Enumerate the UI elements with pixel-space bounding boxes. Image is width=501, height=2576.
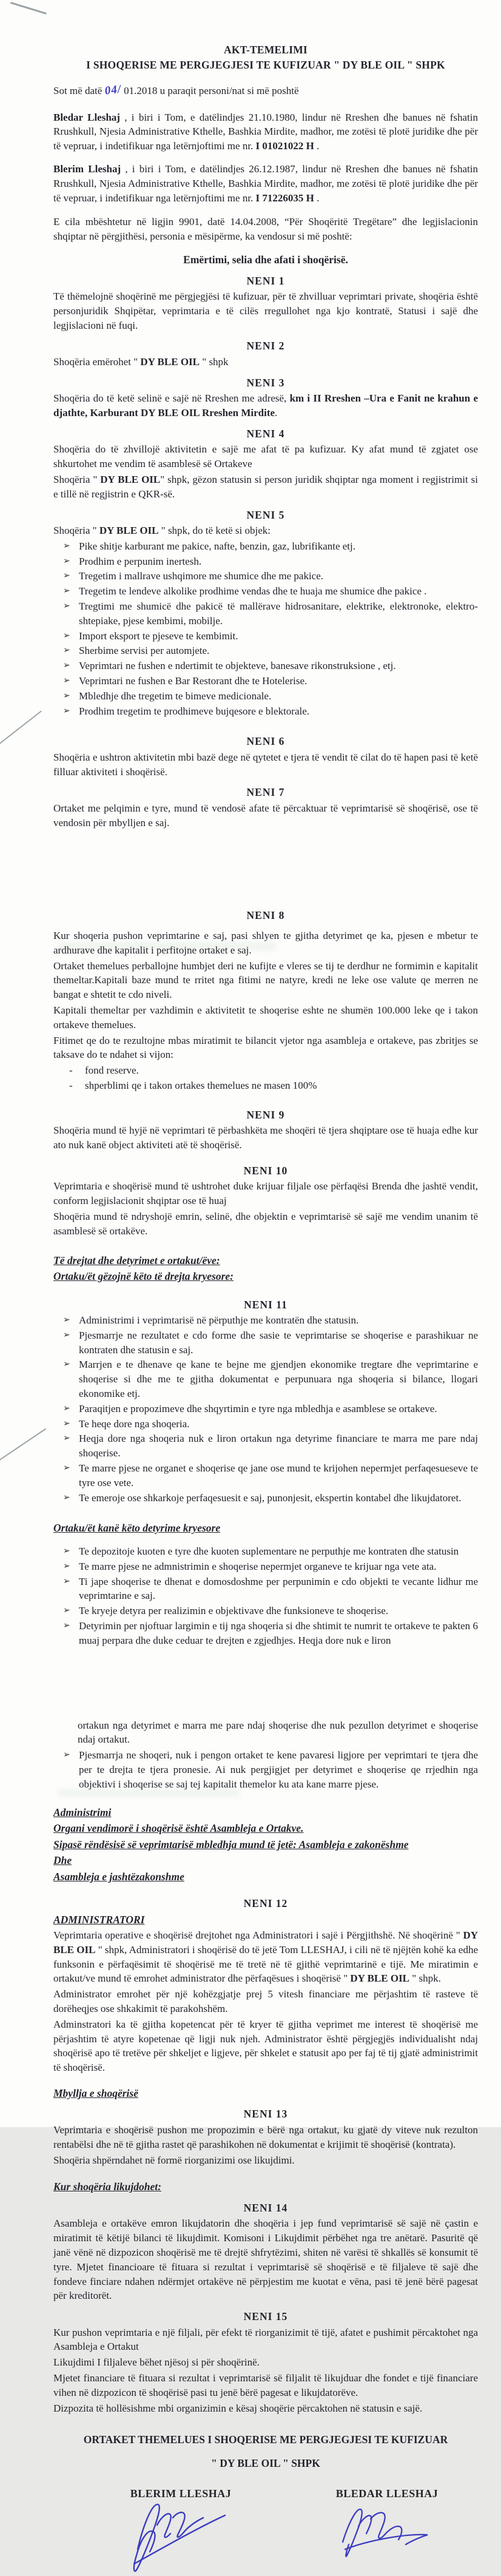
list-item-text xyxy=(79,1605,388,1616)
list-item-text xyxy=(79,1403,437,1414)
article-heading: NENI 14 xyxy=(243,2201,288,2214)
list-item-text xyxy=(79,1561,436,1572)
text-run: Shoqëria do të ketë selinë e sajë në Rreshen me adresë, xyxy=(53,392,290,405)
text-run: . xyxy=(314,192,320,204)
document-title-line2: I SHOQERISE ME PERGJEGJESI TE KUFIZUAR " DY BLE OIL " SHPK xyxy=(86,58,445,71)
list-item-text xyxy=(79,645,209,656)
text-run: Te kryeje detyra per realizimin e objektivave dhe funksioneve te shoqerise. xyxy=(79,1605,389,1617)
arrow-bullet-list xyxy=(53,1313,478,1505)
paragraph xyxy=(53,1179,478,1208)
article-heading: NENI 6 xyxy=(246,735,285,748)
signature-row xyxy=(108,2486,460,2575)
text-run: Ti jape shoqerise te dhenat e domosdoshme per perpunimin e cdo objekti te vecante lidhur me veprimtarine e saj. xyxy=(79,1575,478,1602)
list-item-text xyxy=(79,660,396,671)
list-item xyxy=(69,1078,478,1093)
text-run: Tregtimi me shumicë dhe pakicë të mallërave hidrosanitare, elektrike, elektronoke, elektro- shtepiake, pjese kembimi, mobilje. xyxy=(79,600,478,627)
list-item-text xyxy=(79,630,238,642)
text-run: Asambleja e ortakëve emron likujdatorin dhe shoqëria i jep fund veprimtarisë së sajë në çastin e miratimit të këtijë bilanci të likujdimit. Komisoni i Likujdimit përbëhet nga tre anëtarë. Pasuritë që janë vënë në dizpozicon shoqërisë me të drejtë shfrytëzimi, shiten në varësi të shkallës së konsumit të tyre. Mjetet financioare të fituara si rezultat i veprimtarisë së shoqërisë e të filjaleve të sajë dhe fondeve finciare ndahen ndërmjet ortakëve në përpjestim me kuotat e vëna, pasi të jenë bërë pagesat për kreditorët. xyxy=(53,2218,478,2302)
text-run: , i biri i Tom, e datëlindjes 21.10.1980, lindur në Rreshen dhe banues në fshatin Rrushkull, Njesia Administrative Kthelle, Bashkia Mirdite, madhor, me zotësi të plotë juridike dhe për të vepruar, i indetifikuar nga letërnjoftimi me nr. xyxy=(53,111,478,152)
text-run: Te heqe dore nga shoqeria. xyxy=(79,1417,190,1430)
underlined-heading: Asambleja e jashtëzakonshme xyxy=(53,1870,184,1883)
text-run: Shoqëria " xyxy=(53,525,99,536)
text-run: Mjetet financiare të fituara si rezultat i veprimtarisë së filjalit të likujduar dhe fondet e tijë financiare vihen në dizpozicon të shoqërisë pasi tu jenë bërë pagesat e likujdatorëve. xyxy=(53,2372,478,2398)
list-item-text xyxy=(79,705,309,717)
signature-block-left xyxy=(108,2486,254,2575)
arrow-bullet-icon: ➢ xyxy=(63,676,70,685)
text-run: Heqja dore nga shoqeria nuk e liron ortakun nga detyrime financiare te marra me pare ndaj shoqerise. xyxy=(79,1433,478,1459)
underlined-heading: Dhe xyxy=(53,1854,72,1867)
signature-block-right xyxy=(314,2486,460,2575)
text-run: I 71226035 H xyxy=(255,192,314,204)
text-run: " shpk, Administratori i shoqërisë do të jetë Tom LLESHAJ, i cili në të njëjtën kohë ka edhe funksonin e përfaqësimit të shoqërisë me të tretë në të gjithë veprimtarinë e tijë. Me miratimin e ortakut/ve mund të emrohet administrator dhe përfaqësues i shoqërisë " xyxy=(53,1943,478,1985)
text-run: E cila mbështetur në ligjin 9901, datë 14.04.2008, “Për Shoqëritë Tregëtare” dhe legjislacionin shqiptar në përgjithësi, personia e mësipërme, ka vendosur si më poshtë: xyxy=(53,216,478,243)
text-run: Te marre pjese ne organet e shoqerise qe jane ose mund te krijohen nepermjet perfaqesueseve te tyre ose vete. xyxy=(79,1462,478,1488)
paragraph xyxy=(53,2153,478,2168)
list-item xyxy=(63,1604,478,1618)
paragraph xyxy=(53,1987,478,2016)
arrow-bullet-icon: ➢ xyxy=(63,1561,70,1571)
paragraph xyxy=(53,110,478,153)
text-run: DY BLE OIL xyxy=(53,1929,478,1956)
underlined-heading: Organi vendimorë i shoqërisë është Asambleja e Ortakve. xyxy=(53,1822,304,1835)
paragraph xyxy=(53,929,478,958)
list-item-text xyxy=(79,690,271,702)
arrow-bullet-icon: ➢ xyxy=(63,1606,70,1616)
list-item xyxy=(63,659,478,673)
arrow-bullet-icon: ➢ xyxy=(63,587,70,596)
signature-name-left: BLERIM LLESHAJ xyxy=(130,2487,232,2500)
document-body xyxy=(53,83,478,2470)
text-run: Emërtimi, selia dhe afati i shoqërisë. xyxy=(183,254,348,266)
text-run: Fitimet qe do te rezultojne mbas miratimit te bilancit vjetor nga asambleja e ortakeve, pas zbritjes se taksave do te ndahet si vijon: xyxy=(53,1034,478,1061)
arrow-bullet-icon: ➢ xyxy=(63,1464,70,1473)
list-item xyxy=(63,599,478,628)
text-run: Blerim Lleshaj xyxy=(53,163,121,175)
handwritten-date: 04/ xyxy=(104,82,122,98)
paragraph xyxy=(53,2355,478,2370)
text-run: DY BLE OIL xyxy=(140,355,200,368)
text-run: Shoqëria mund të hyjë në veprimtari të përbashkëta me shoqëri të tjera shqiptare ose të huaja edhe kur ato nuk kanë object aktiviteti atë të shoqërisë. xyxy=(53,1125,478,1151)
text-run: Kur pushon veprimtaria e një filjali, për efekt të riorganizimit të tijë, afatet e pushimit përcaktohet nga Asambleja e Ortakut xyxy=(53,2326,478,2353)
article-heading: NENI 8 xyxy=(246,909,285,921)
text-run: Ortaket me pelqimin e tyre, mund të vendosë afate të përcaktuar të veprimtarisë së shoqërisë, ose të vendosin për mbylljen e saj. xyxy=(53,802,478,829)
article-heading: NENI 1 xyxy=(246,274,285,287)
underlined-heading: Sipasë rëndësisë së veprimtarisë mbledhja mund të jetë: Asambleja e zakonëshme xyxy=(53,1838,409,1851)
list-item-text xyxy=(79,540,355,552)
list-item xyxy=(63,704,478,719)
list-item xyxy=(63,1313,478,1328)
list-item xyxy=(63,1748,478,1791)
text-run: Sherbime servisi per automjete. xyxy=(79,645,210,657)
list-item-text xyxy=(79,1749,478,1790)
text-run: Tregetim te lendeve alkolike prodhime vendas dhe te huaja me shumice dhe pakice . xyxy=(79,585,427,597)
list-item xyxy=(63,1544,478,1559)
arrow-bullet-icon: ➢ xyxy=(63,601,70,611)
list-item-text xyxy=(79,585,426,597)
list-item-text xyxy=(79,1462,478,1488)
list-item xyxy=(63,1328,478,1357)
paragraph xyxy=(53,2017,478,2075)
paragraph xyxy=(53,215,478,244)
list-item-text xyxy=(79,1576,478,1602)
text-run: Shoqëria shpërndahet në formë riorganizimi ose likujdimi. xyxy=(53,2154,295,2166)
arrow-bullet-icon: ➢ xyxy=(63,1576,70,1586)
list-item xyxy=(63,539,478,554)
page-break-gap xyxy=(53,832,478,902)
paragraph xyxy=(53,289,478,332)
underlined-heading: ADMINISTRATORI xyxy=(53,1913,145,1926)
underlined-heading: Administrimi xyxy=(53,1806,112,1818)
list-item xyxy=(63,1559,478,1574)
article-heading: NENI 12 xyxy=(243,1897,288,1910)
paragraph xyxy=(53,1123,478,1152)
centered-title xyxy=(53,252,478,267)
article-heading: NENI 15 xyxy=(243,2310,288,2323)
list-item xyxy=(63,689,478,704)
text-run: 01.2018 u paraqit personi/nat si më poshtë xyxy=(121,85,299,96)
list-item xyxy=(63,1431,478,1461)
list-item xyxy=(63,1461,478,1490)
paragraph xyxy=(53,750,478,779)
list-item xyxy=(69,1063,478,1078)
text-run: DY BLE OIL xyxy=(350,1972,410,1985)
list-item xyxy=(63,644,478,658)
text-run: " shpk xyxy=(200,355,229,368)
arrow-bullet-list xyxy=(53,1544,478,1648)
list-item-text xyxy=(79,675,307,687)
list-item xyxy=(63,554,478,569)
underlined-heading: Të drejtat dhe detyrimet e ortakut/ëve: xyxy=(53,1254,220,1266)
arrow-bullet-icon: ➢ xyxy=(63,661,70,671)
arrow-bullet-icon: ➢ xyxy=(63,1404,70,1413)
arrow-bullet-icon: ➢ xyxy=(63,1621,70,1630)
text-run: ortakun nga detyrimet e marra me pare ndaj shoqerise dhe nuk pezullon detyrimet e shoqerise ndaj ortakut. xyxy=(78,1719,478,1746)
text-run: Veprimtari ne fushen e ndertimit te objekteve, banesave rikonstruksione , etj. xyxy=(79,660,396,672)
dash-bullet-icon: - xyxy=(69,1080,73,1092)
text-run: Bledar Lleshaj xyxy=(53,111,120,123)
paragraph xyxy=(78,1718,478,1747)
list-item xyxy=(63,1417,478,1431)
underlined-heading: Ortaku/ët gëzojnë këto të drejta kryesore: xyxy=(53,1270,234,1283)
text-run: Marrjen e te dhenave qe kane te bejne me gjendjen ekonomike tregtare dhe veprimtarine e shoqerise si dhe me te gjitha dokumentat e perpunuara nga shoqeria si bilance, llogari ekonomike etj. xyxy=(79,1359,478,1400)
text-run: Administrator emrohet për një kohëzgjatje prej 5 vitesh financiare me përjashtim të rasteve të dorëheqjes ose shkakimit të parakohshëm. xyxy=(53,1988,478,2014)
arrow-bullet-icon: ➢ xyxy=(63,541,70,551)
paragraph xyxy=(53,83,478,99)
text-run: Pjesmarrje ne rezultatet e cdo forme dhe sasie te veprimtarise se shoqerise e parashikuar ne kontraten dhe statusin e saj. xyxy=(79,1329,478,1356)
document-title-line1: AKT-TEMELIMI xyxy=(224,44,308,56)
underlined-heading: Mbyllja e shoqërisë xyxy=(53,2087,138,2099)
paragraph xyxy=(53,1928,478,1986)
article-heading: NENI 11 xyxy=(244,1298,287,1311)
text-run: . xyxy=(314,140,320,152)
text-run: ORTAKET THEMELUES I SHOQERISE ME PERGJEGJESI TE KUFIZUAR xyxy=(83,2433,448,2446)
page-break-gap xyxy=(53,1649,478,1717)
text-run: Prodhim tregetim te prodhimeve bujqesore e blektorale. xyxy=(79,705,310,717)
text-run: Shoqëria emërohet " xyxy=(53,355,141,368)
arrow-bullet-icon: ➢ xyxy=(63,706,70,716)
text-run: Kur shoqeria pushon veprimtarine e saj, pasi shlyen te gjitha detyrimet qe ka, pjesen e mbetur te ardhurave dhe kapitalit i perfitojne ortaket e saj. xyxy=(53,930,478,956)
text-run: . xyxy=(275,407,278,419)
list-item-text xyxy=(79,1314,358,1326)
paragraph xyxy=(53,442,478,471)
paragraph xyxy=(53,2325,478,2355)
text-run: Shoqëria do të zhvillojë aktivitetin e sajë me afat të pa kufizuar. Ky afat mund të zgjatet ose shkurtohet me vendim të asamblesë së Ortakeve xyxy=(53,443,478,470)
arrow-bullet-list xyxy=(53,1748,478,1791)
arrow-bullet-icon: ➢ xyxy=(63,1434,70,1444)
paragraph xyxy=(53,959,478,1002)
list-item xyxy=(63,1491,478,1505)
centered-title xyxy=(53,2432,478,2447)
dash-bullet-icon: - xyxy=(69,1064,73,1077)
text-run: Shoqëria mund të ndryshojë emrin, selinë, dhe objektin e veprimtarisë së sajë me vendim unanim të asamblesë së ortakëve. xyxy=(53,1211,478,1237)
list-item xyxy=(63,1402,478,1416)
underlined-heading: Kur shoqëria likujdohet: xyxy=(53,2181,161,2193)
list-item xyxy=(63,1575,478,1604)
text-run: Te depozitoje kuoten e tyre dhe kuoten suplementare ne perputhje me kontraten dhe statusin xyxy=(79,1545,459,1557)
list-item xyxy=(63,569,478,583)
arrow-bullet-icon: ➢ xyxy=(63,1493,70,1502)
list-item-text xyxy=(79,1359,478,1399)
list-item xyxy=(63,584,478,599)
paragraph xyxy=(53,355,478,369)
text-run: Veprimtaria operative e shoqërisë drejtohet nga Administratori i sajë i Përgjithshë. Në shoqërinë " xyxy=(53,1929,463,1942)
article-heading: NENI 13 xyxy=(243,2108,288,2120)
list-item-text xyxy=(79,570,323,582)
text-run: Adminstratori ka të gjitha kopetencat për të kryer të gjitha veprimet me interest të shoqërisë me përjashtim të atyre kopetenae që ligji nuk njeh. Administrator është përgjegjës individualisht ndaj shoqërisë apo të tretëve për shkeljet e ligjeve, për shkelet e statusit apo per faj të tij gjatë administrimit të shoqërisë. xyxy=(53,2018,478,2074)
paragraph xyxy=(53,801,478,830)
list-item-text xyxy=(79,1545,459,1557)
arrow-bullet-icon: ➢ xyxy=(63,1316,70,1325)
text-run: Paraqitjen e propozimeve dhe shqyrtimin e tyre nga mbledhja e asamblese se ortakeve. xyxy=(79,1402,437,1414)
article-heading: NENI 3 xyxy=(246,376,285,389)
paragraph xyxy=(53,162,478,205)
text-run: , i biri i Tom, e datëlindjes 26.12.1987, lindur në Rreshen dhe banues në fshatin Rrushkull, Njesia Administrative Kthelle, Bashkia Mirdite, madhor, me zotësi të plotë juridike dhe për të vepruar, i indetifikuar nga letërnjoftimi me nr. xyxy=(53,163,478,204)
text-run: Prodhim e perpunim inertesh. xyxy=(79,555,202,567)
text-run: " shpk, do të ketë si objek: xyxy=(158,525,271,536)
list-item-text xyxy=(79,600,478,627)
text-run: Te emeroje ose shkarkoje perfaqesuesit e saj, punonjesit, ekspertin kontabel dhe likujdatoret. xyxy=(79,1491,462,1504)
arrow-bullet-icon: ➢ xyxy=(63,1330,70,1340)
arrow-bullet-list xyxy=(53,539,478,719)
list-item-text xyxy=(85,1064,139,1076)
text-run: Dizpozita të hollësishme mbi organizimin e kësaj shoqërie përcaktohen në statusin e sajë. xyxy=(53,2402,423,2414)
text-run: Veprimtari ne fushen e Bar Restorant dhe te Hotelerise. xyxy=(79,674,308,687)
list-item-text xyxy=(79,1330,478,1356)
list-item xyxy=(63,674,478,688)
paragraph xyxy=(53,523,478,538)
arrow-bullet-icon: ➢ xyxy=(63,646,70,656)
list-item-text xyxy=(79,1620,478,1646)
text-run: Veprimtaria e shoqërisë pushon me propozimin e bërë nga ortakut, ku gjatë dy viteve nuk rezulton rentabëlsi dhe në të gjitha rastet që parashikohen në dokumentat e krijimit të shoqërisë (kontrata). xyxy=(53,2124,478,2150)
arrow-bullet-icon: ➢ xyxy=(63,1360,70,1370)
list-item-text xyxy=(85,1080,317,1091)
article-heading: NENI 4 xyxy=(246,427,285,440)
text-run: Pike shitje karburant me pakice, nafte, benzin, gaz, lubrifikante etj. xyxy=(79,540,355,552)
list-item xyxy=(63,1357,478,1401)
text-run: DY BLE OIL xyxy=(99,525,159,536)
paragraph xyxy=(53,391,478,420)
article-heading: NENI 5 xyxy=(246,508,285,521)
arrow-bullet-icon: ➢ xyxy=(63,571,70,581)
signature-name-right: BLEDAR LLESHAJ xyxy=(335,2487,439,2500)
text-run: shperblimi qe i takon ortakes themelues ne masen 100% xyxy=(85,1080,317,1092)
arrow-bullet-icon: ➢ xyxy=(63,1419,70,1428)
text-run: Import eksport te pjeseve te kembimit. xyxy=(79,630,238,642)
text-run: Tregetim i mallrave ushqimore me shumice dhe me pakice. xyxy=(79,570,324,582)
paragraph xyxy=(53,1034,478,1063)
text-run: Të thëmelojnë shoqërinë me përgjegjësi të kufizuar, për të zhvilluar veprimtari private, shoqëria është personjuridik Shqipëtar, veprimtaria e të cilës rregullohet nga kjo kontratë, Statusi i sajë dhe legjislacioni në fuqi. xyxy=(53,291,478,331)
text-run: I 01021022 H xyxy=(255,140,314,152)
arrow-bullet-icon: ➢ xyxy=(63,691,70,701)
arrow-bullet-icon: ➢ xyxy=(63,556,70,566)
list-item-text xyxy=(79,1418,189,1430)
paragraph xyxy=(53,2371,478,2400)
text-run: Mbledhje dhe tregetim te bimeve medicionale. xyxy=(79,690,272,702)
text-run: " shpk. xyxy=(409,1972,441,1985)
paragraph xyxy=(53,2401,478,2416)
text-run: DY BLE OIL xyxy=(100,473,161,485)
text-run: Veprimtaria e shoqërisë mund të ushtrohet duke krijuar filjale ose përfaqësi Brenda dhe jashtë vendit, conform legjislacionit shqiptar ose të huaj xyxy=(53,1180,478,1207)
signature-stroke-right xyxy=(323,2498,451,2565)
text-run: Sot më datë xyxy=(53,85,105,96)
signature-stroke-left xyxy=(117,2498,244,2576)
underlined-heading: Ortaku/ët kanë këto detyrime kryesore xyxy=(53,1522,221,1535)
article-heading: NENI 10 xyxy=(243,1164,288,1177)
article-heading: NENI 2 xyxy=(246,340,285,352)
list-item xyxy=(63,629,478,644)
paragraph xyxy=(53,2216,478,2303)
text-run: Administrimi i veprimtarisë në përputhje me kontratën dhe statusin. xyxy=(79,1314,359,1327)
arrow-bullet-icon: ➢ xyxy=(63,631,70,641)
text-run: " DY BLE OIL " SHPK xyxy=(211,2457,320,2469)
text-run: km i II Rreshen –Ura e Fanit ne krahun e djathte, Karburant DY BLE OIL Rreshen Mirdite xyxy=(53,392,478,419)
paragraph xyxy=(53,472,478,502)
text-run: fond reserve. xyxy=(85,1064,139,1077)
list-item-text xyxy=(79,556,201,567)
text-run: Ortaket themelues perballojne humbjet deri ne kufijte e vleres se tij te derdhur ne formimin e kapitalit themeltar.Kapitali baze mund te rritet nga fitimi ne natyre, kredi ne leke ose valute qe merren ne bangat e shtetit te cdo niveli. xyxy=(53,960,478,1001)
dash-bullet-list xyxy=(53,1063,478,1093)
list-item-text xyxy=(79,1433,478,1459)
list-item-text xyxy=(79,1492,461,1504)
paragraph xyxy=(53,2123,478,2152)
list-item xyxy=(63,1619,478,1648)
paragraph xyxy=(53,1209,478,1239)
paragraph xyxy=(53,1003,478,1032)
article-heading: NENI 9 xyxy=(246,1108,285,1121)
arrow-bullet-icon: ➢ xyxy=(63,1546,70,1556)
text-run: Kapitali themeltar per vazhdimin e aktivitetit te shoqerise eshte ne shumën 100.000 leke qe i takon ortakeve themelues. xyxy=(53,1004,478,1031)
article-heading: NENI 7 xyxy=(246,786,285,799)
text-run: Shoqëria " xyxy=(53,473,101,485)
text-run: Pjesmarrja ne shoqeri, nuk i pengon ortaket te kene pavaresi ligjore per veprimtari te tjera dhe per te drejta te tjera pronesie. Ai nuk pergjigjet per detyrimet e shoqerise qe rrjedhin nga objektivi i shoqerise se saj tej kapitalit themelor ku ata kane marre pjese. xyxy=(79,1749,478,1790)
centered-title xyxy=(53,2456,478,2471)
text-run: Likujdimi I filjaleve bëhet njësoj si për shoqërinë. xyxy=(53,2356,260,2369)
text-run: Detyrimin per njoftuar largimin e tij nga shoqeria si dhe shtimit te numrit te ortakeve te pakten 6 muaj perpara dhe duke ceduar te drejten e zgjedhjes. Heqja dore nuk e liron xyxy=(79,1619,478,1646)
text-run: Shoqëria e ushtron aktivitetin mbi bazë dege në qytetet e tjera të vendit të cilat do të hapen pasi të ketë filluar aktiviteti i shoqërisë. xyxy=(53,751,478,778)
arrow-bullet-icon: ➢ xyxy=(63,1750,70,1760)
text-run: " shpk, gëzon statusin si person juridik shqiptar nga moment i regjistrimit si e tillë në regjistrin e QKR-së. xyxy=(53,473,478,500)
text-run: Te marre pjese ne admnistrimin e shoqerise nepermjet organeve te krijuar nga vete ata. xyxy=(79,1560,437,1572)
